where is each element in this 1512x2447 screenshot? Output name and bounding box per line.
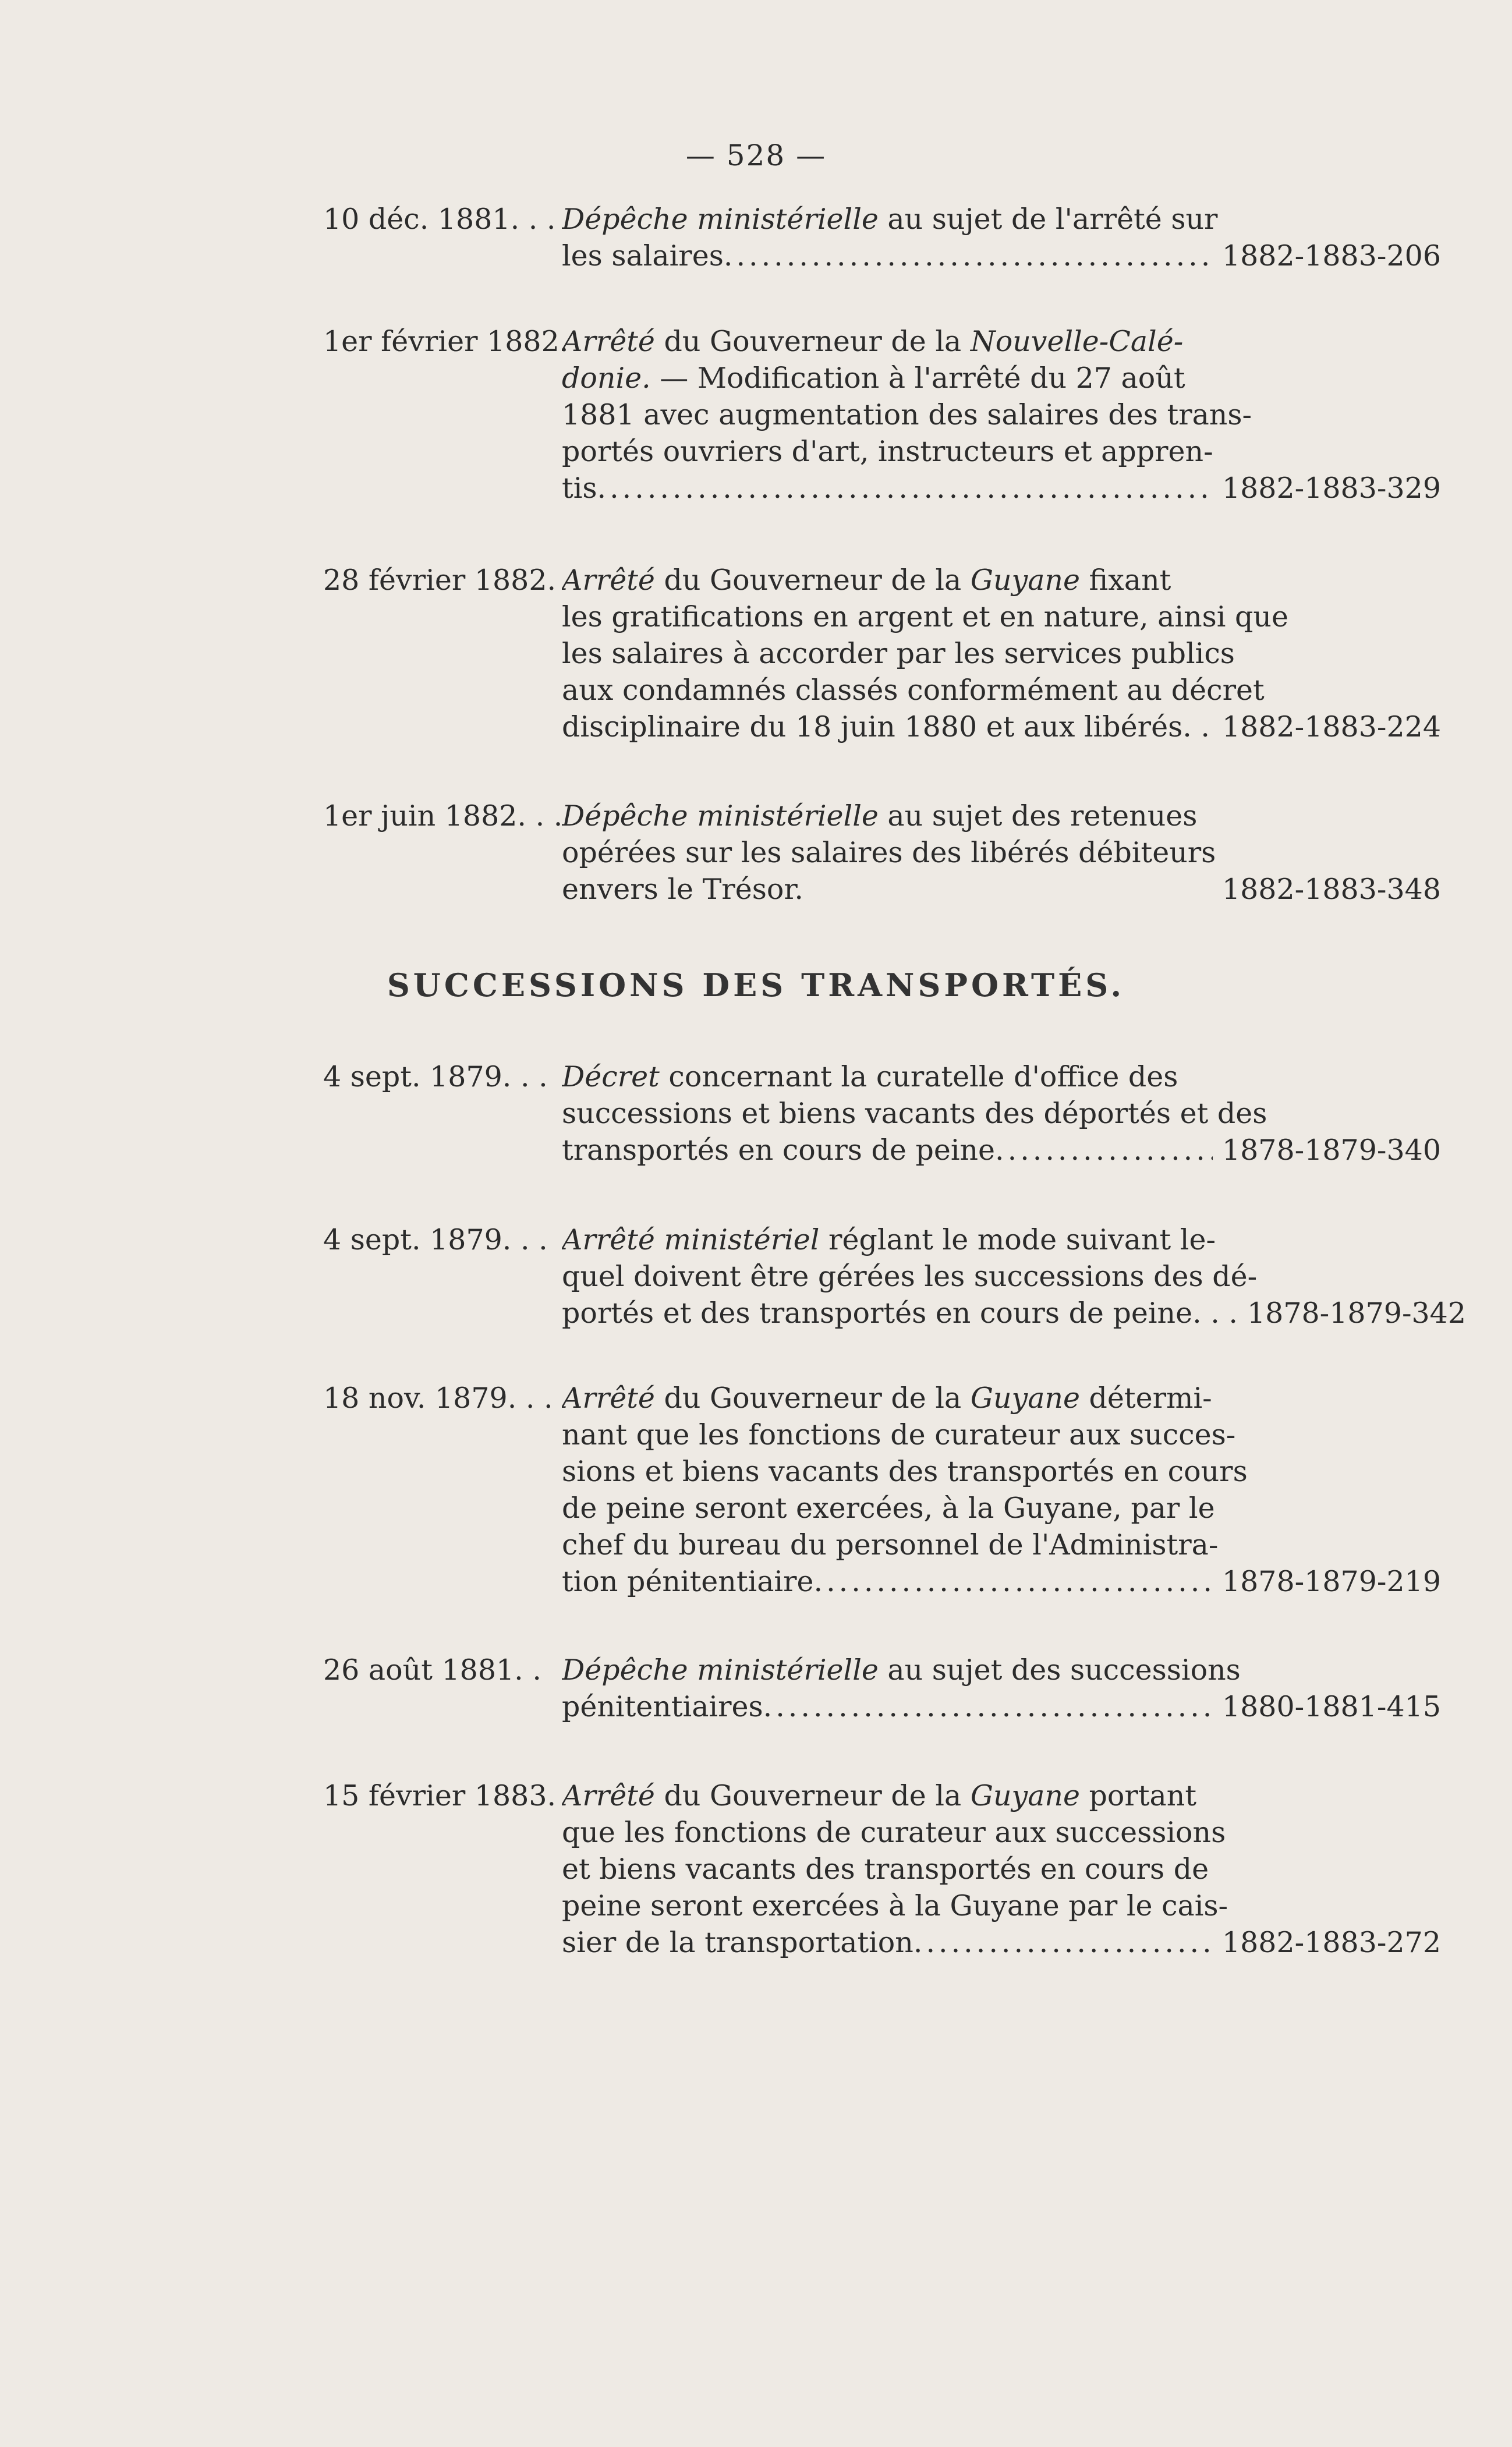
- entry-text: [562, 323, 1441, 507]
- place-name: Guyane: [970, 1382, 1080, 1415]
- place-name: donie.: [562, 362, 651, 395]
- entry-line: concernant la curatelle d'office des: [659, 1060, 1178, 1093]
- act-type: Arrêté: [562, 1382, 655, 1415]
- entry-line: opérées sur les salaires des libérés débiteurs: [562, 836, 1216, 869]
- leader-dots: [995, 1132, 1213, 1168]
- act-type: Arrêté: [562, 325, 655, 358]
- entry-line: et biens vacants des transportés en cours de: [562, 1853, 1209, 1886]
- place-name: Guyane: [970, 564, 1080, 597]
- entry-reference: 1882-1883-348: [1221, 873, 1441, 906]
- entry-line: chef du bureau du personnel de l'Administra-: [562, 1528, 1219, 1561]
- entry-date: 18 nov. 1879. . .: [323, 1382, 553, 1415]
- entry-line: quel doivent être gérées les successions des dé-: [562, 1260, 1258, 1293]
- entry-date: 1er février 1882.: [323, 325, 569, 358]
- leader-dots: [814, 1563, 1213, 1600]
- entry-line: sions et biens vacants des transportés en cours: [562, 1455, 1248, 1488]
- entry-text: [562, 1652, 1441, 1725]
- entry-line: réglant le mode suivant le-: [819, 1223, 1216, 1256]
- entry-line: de peine seront exercées, à la Guyane, par le: [562, 1492, 1215, 1525]
- entry-line: peine seront exercées à la Guyane par le cais-: [562, 1889, 1228, 1922]
- act-type: Dépêche ministérielle: [562, 799, 879, 833]
- entry-line: les gratifications en argent et en nature, ainsi que: [562, 600, 1288, 633]
- entry-text: [562, 798, 1441, 908]
- place-name: Nouvelle-Calé-: [970, 325, 1184, 358]
- entry-date: 28 février 1882.: [323, 564, 557, 597]
- entry-reference: 1882-1883-329: [1221, 472, 1441, 505]
- entry-line: portés et des transportés en cours de peine. . .: [562, 1297, 1238, 1330]
- entry-reference: 1882-1883-272: [1221, 1926, 1441, 1959]
- entry-line: nant que les fonctions de curateur aux succes-: [562, 1418, 1236, 1451]
- entry-line: fixant: [1079, 564, 1171, 597]
- entry-text: [562, 1380, 1441, 1600]
- entry-line: détermi-: [1079, 1382, 1212, 1415]
- entry-line: pénitentiaires: [562, 1690, 763, 1723]
- entry-line: du Gouverneur de la: [654, 1382, 971, 1415]
- entry-date: 4 sept. 1879. . .: [323, 1060, 548, 1093]
- leader-dots: [913, 1924, 1213, 1961]
- entry-line: au sujet des successions: [878, 1653, 1241, 1687]
- entry-date: 15 février 1883.: [323, 1779, 557, 1812]
- entry-line: au sujet de l'arrêté sur: [878, 203, 1218, 236]
- entry-text: [562, 562, 1441, 745]
- act-type: Arrêté: [562, 1779, 655, 1812]
- section-heading: SUCCESSIONS DES TRANSPORTÉS.: [387, 966, 1125, 1004]
- page-number: — 528 —: [685, 139, 827, 172]
- act-type: Arrêté: [562, 564, 655, 597]
- entry-line: du Gouverneur de la: [654, 325, 971, 358]
- entry-line: les salaires: [562, 239, 724, 272]
- entry-text: [562, 201, 1441, 274]
- entry-line: portés ouvriers d'art, instructeurs et appren-: [562, 435, 1213, 468]
- entry-line: tion pénitentiaire: [562, 1565, 814, 1598]
- act-type: Dépêche ministérielle: [562, 1653, 879, 1687]
- entry-line: portant: [1079, 1779, 1197, 1812]
- entry-reference: 1878-1879-219: [1221, 1565, 1441, 1598]
- entry-reference: 1882-1883-206: [1221, 239, 1441, 272]
- entry-date: 1er juin 1882. . .: [323, 799, 563, 833]
- entry-line: 1881 avec augmentation des salaires des trans-: [562, 398, 1252, 431]
- entry-line: tis: [562, 472, 597, 505]
- entry-line: disciplinaire du 18 juin 1880 et aux libérés. .: [562, 710, 1210, 743]
- entry-line: transportés en cours de peine: [562, 1134, 996, 1167]
- leader-dots: [763, 1688, 1213, 1725]
- act-type: Arrêté ministériel: [562, 1223, 820, 1256]
- entry-reference: 1878-1879-340: [1221, 1134, 1441, 1167]
- place-name: Guyane: [970, 1779, 1080, 1812]
- entry-date: 26 août 1881. .: [323, 1653, 541, 1687]
- entry-line: au sujet des retenues: [878, 799, 1198, 833]
- entry-line: les salaires à accorder par les services publics: [562, 637, 1235, 670]
- entry-line: que les fonctions de curateur aux successions: [562, 1816, 1226, 1849]
- leader-space: [803, 871, 1213, 908]
- act-type: Dépêche ministérielle: [562, 203, 879, 236]
- entry-text: [562, 1777, 1441, 1961]
- entry-line: sier de la transportation: [562, 1926, 913, 1959]
- entry-line: aux condamnés classés conformément au décret: [562, 674, 1265, 707]
- entry-line: — Modification à l'arrêté du 27 août: [650, 362, 1185, 395]
- act-type: Décret: [562, 1060, 660, 1093]
- entry-line: du Gouverneur de la: [654, 1779, 971, 1812]
- entry-text: [562, 1058, 1441, 1168]
- entry-line: du Gouverneur de la: [654, 564, 971, 597]
- entry-line: envers le Trésor.: [562, 873, 803, 906]
- leader-dots: [597, 470, 1213, 507]
- entry-date: 4 sept. 1879. . .: [323, 1223, 548, 1256]
- entry-reference: 1878-1879-342: [1247, 1297, 1467, 1330]
- entry-text: [562, 1221, 1467, 1331]
- entry-reference: 1880-1881-415: [1221, 1690, 1441, 1723]
- entry-date: 10 déc. 1881. . .: [323, 203, 556, 236]
- leader-dots: [724, 238, 1213, 274]
- entry-line: successions et biens vacants des déportés et des: [562, 1097, 1267, 1130]
- entry-reference: 1882-1883-224: [1221, 710, 1441, 743]
